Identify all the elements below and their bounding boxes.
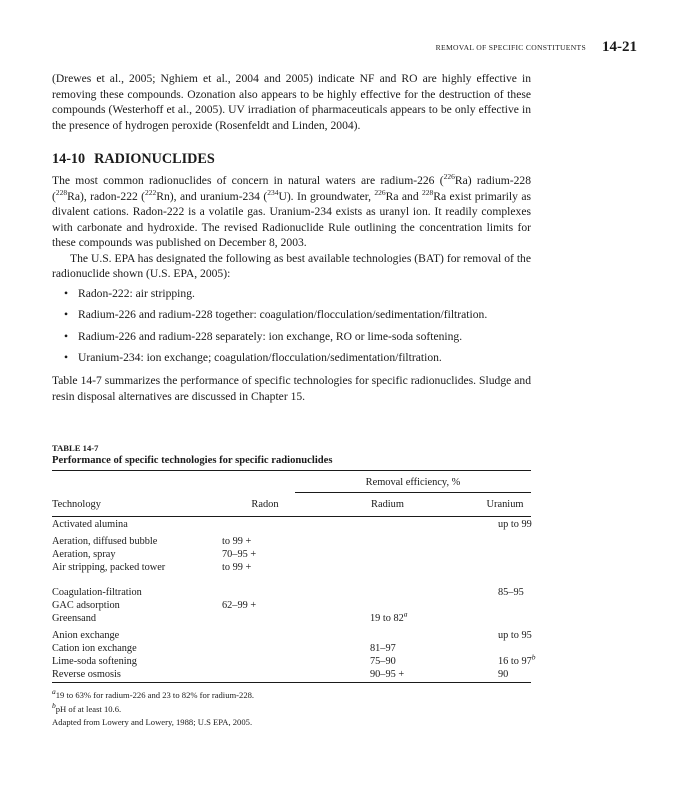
column-header-technology: Technology: [52, 499, 101, 510]
radionuclides-body: [52, 173, 531, 282]
table-row: Cation ion exchange 81–97: [52, 643, 396, 655]
section-heading: [52, 151, 215, 168]
section-title: RADIONUCLIDES: [94, 151, 215, 167]
table-row: Greensand 19 to 82$^a$: [52, 609, 408, 625]
running-head-section: REMOVAL OF SPECIFIC CONSTITUENTS: [435, 42, 586, 52]
section-number: 14-10: [52, 151, 86, 167]
running-head: [436, 38, 637, 56]
list-item: • Radium-226 and radium-228 together: coagulation/flocculation/sedimentation/filtration.: [64, 308, 488, 322]
table-title: Performance of specific technologies for specific radionuclides: [52, 455, 333, 466]
page-number: 14-21: [602, 38, 637, 55]
table-label: TABLE 14-7: [52, 443, 99, 453]
table-body: [52, 519, 536, 682]
table-top-rule: [52, 470, 531, 471]
table-row: Aeration, spray 70–95 +: [52, 548, 257, 560]
list-item: • Radon-222: air stripping.: [64, 287, 195, 300]
footnote-a: $^a$19 to 63% for radium-226 and 23 to 82% for radium-228.: [52, 687, 255, 700]
column-header-radium: Radium: [371, 499, 404, 510]
table-spanner-header: Removal efficiency, %: [365, 477, 461, 488]
footnote-b: $^b$pH of at least 10.6.: [52, 700, 122, 714]
list-item: • Uranium-234: ion exchange; coagulation/flocculation/sedimentation/filtration.: [64, 351, 442, 365]
table-row: GAC adsorption 62–99 +: [52, 600, 257, 612]
table-row: Air stripping, packed tower to 99 +: [52, 561, 252, 573]
summary-paragraph: Table 14-7 summarizes the performance of specific technologies for specific radionuclides. Sludge and resin disposal alternatives are discussed in Chapter 15.: [52, 374, 531, 403]
column-header-radon: Radon: [251, 499, 279, 510]
spanner-rule: [295, 492, 531, 493]
table-header-rule: [52, 516, 531, 517]
table-row: Aeration, diffused bubble to 99 +: [52, 535, 252, 547]
table-row: Coagulation-filtration 85–95: [52, 587, 524, 599]
table-source: Adapted from Lowery and Lowery, 1988; U.S EPA, 2005.: [52, 717, 253, 728]
table-bottom-rule: [52, 682, 531, 683]
column-header-uranium: Uranium: [486, 499, 524, 510]
table-row: Lime-soda softening 75–90 16 to 97$^b$: [52, 652, 536, 667]
table-row: Activated alumina up to 99: [52, 519, 532, 530]
continued-paragraph: (Drewes et al., 2005; Nghiem et al., 2004 and 2005) indicate NF and RO are highly effective in removing these compounds. Ozonation also appears to be highly effective for the destruction of these compounds (Westerhoff et al., 2005). UV irradiation of pharmaceuticals appears to be only effective in the presence of hydrogen peroxide (Rosenfeldt and Linden, 2004).: [52, 72, 531, 132]
bat-list: [64, 286, 534, 372]
table-footnotes: [52, 689, 254, 730]
table-row: Anion exchange up to 95: [52, 630, 532, 642]
list-item: • Radium-226 and radium-228 separately: ion exchange, RO or lime-soda softening.: [64, 329, 463, 343]
table-row: Reverse osmosis 90–95 + 90: [52, 668, 509, 680]
intro-paragraph: The most common radionuclides of concern in natural waters are radium-226 ($^{226}$Ra) radium-228 ($^{228}$Ra), radon-222 ($^{222}$Rn), and uranium-234 ($^{234}$U). In groundwater, $^{226}$Ra and $^{228}$Ra exist primarily as divalent cations. Radon-222 is a volatile gas. Uranium-234 exists as uranyl ion. It readily complexes with carbonate and hydroxide. The revised Radionuclide Rule outlining the concentration limits for these compounds was published on December 8, 2003.: [52, 172, 532, 249]
bat-paragraph: The U.S. EPA has designated the following as best available technologies (BAT) for removal of the radionuclide shown (U.S. EPA, 2005):: [52, 251, 531, 280]
